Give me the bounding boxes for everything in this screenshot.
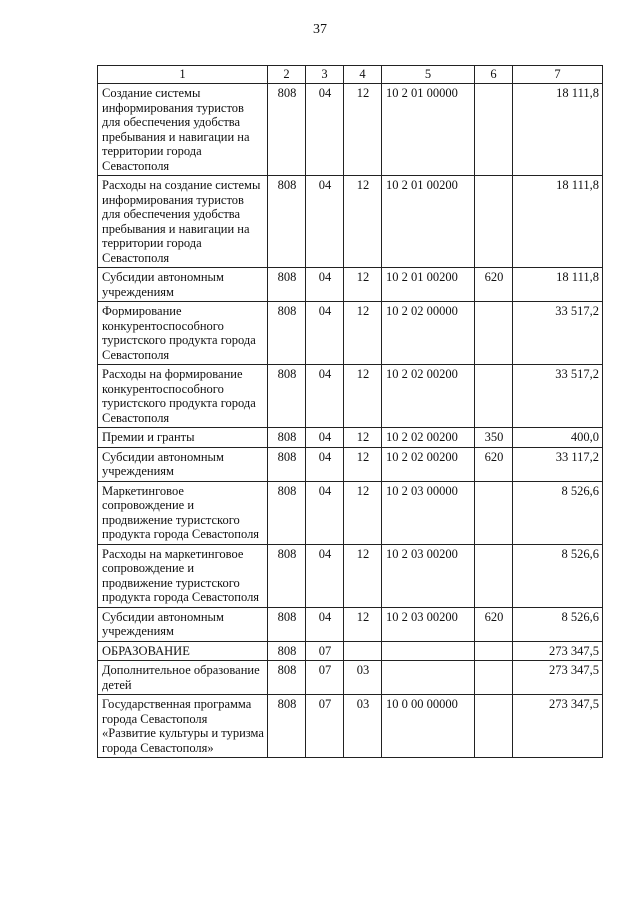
row-code-6: 620 — [475, 268, 513, 302]
table-row — [98, 607, 603, 641]
row-code-2: 808 — [268, 176, 306, 268]
row-code-6 — [475, 544, 513, 607]
col-header-6: 6 — [475, 66, 513, 84]
row-code-6 — [475, 481, 513, 544]
row-name: Маркетинговое сопровождение и продвижение туристского продукта города Севастополя — [98, 481, 268, 544]
row-code-6 — [475, 641, 513, 661]
row-code-3: 04 — [306, 607, 344, 641]
row-code-5: 10 2 01 00200 — [382, 176, 475, 268]
row-code-4 — [344, 641, 382, 661]
col-header-5: 5 — [382, 66, 475, 84]
table-row — [98, 84, 603, 176]
row-code-3: 04 — [306, 365, 344, 428]
row-code-6: 350 — [475, 428, 513, 448]
row-code-5: 10 2 03 00200 — [382, 607, 475, 641]
row-name: Дополнительное образование детей — [98, 661, 268, 695]
row-amount: 273 347,5 — [513, 695, 603, 758]
row-code-2: 808 — [268, 302, 306, 365]
row-code-2: 808 — [268, 268, 306, 302]
budget-table — [97, 65, 603, 758]
table-row — [98, 661, 603, 695]
row-amount: 33 117,2 — [513, 447, 603, 481]
row-code-4: 12 — [344, 84, 382, 176]
row-code-3: 04 — [306, 544, 344, 607]
row-code-6 — [475, 302, 513, 365]
row-code-3: 07 — [306, 641, 344, 661]
table-row — [98, 365, 603, 428]
row-code-2: 808 — [268, 428, 306, 448]
row-name: Расходы на формирование конкурентоспособного туристского продукта города Севастополя — [98, 365, 268, 428]
row-code-5: 10 2 03 00000 — [382, 481, 475, 544]
row-code-3: 07 — [306, 661, 344, 695]
row-code-6 — [475, 661, 513, 695]
table-row — [98, 544, 603, 607]
row-code-4: 12 — [344, 365, 382, 428]
row-amount: 18 111,8 — [513, 268, 603, 302]
row-code-4: 12 — [344, 428, 382, 448]
row-code-5: 10 2 02 00000 — [382, 302, 475, 365]
row-amount: 8 526,6 — [513, 607, 603, 641]
table-row — [98, 428, 603, 448]
row-amount: 18 111,8 — [513, 84, 603, 176]
col-header-3: 3 — [306, 66, 344, 84]
row-amount: 273 347,5 — [513, 641, 603, 661]
page-number: 37 — [313, 22, 327, 37]
row-code-4: 12 — [344, 481, 382, 544]
row-code-2: 808 — [268, 641, 306, 661]
row-code-6: 620 — [475, 447, 513, 481]
row-code-4: 12 — [344, 268, 382, 302]
row-code-2: 808 — [268, 607, 306, 641]
table-row — [98, 695, 603, 758]
row-code-3: 04 — [306, 447, 344, 481]
table-row — [98, 447, 603, 481]
row-name: ОБРАЗОВАНИЕ — [98, 641, 268, 661]
row-code-5: 10 2 02 00200 — [382, 447, 475, 481]
row-code-5: 10 0 00 00000 — [382, 695, 475, 758]
row-amount: 8 526,6 — [513, 544, 603, 607]
row-code-6: 620 — [475, 607, 513, 641]
row-code-4: 03 — [344, 661, 382, 695]
table-row — [98, 176, 603, 268]
row-name: Создание системы информирования туристов для обеспечения удобства пребывания и навигации на территории города Севастополя — [98, 84, 268, 176]
row-code-5 — [382, 641, 475, 661]
row-name: Субсидии автономным учреждениям — [98, 268, 268, 302]
row-code-4: 12 — [344, 607, 382, 641]
row-code-3: 07 — [306, 695, 344, 758]
row-amount: 8 526,6 — [513, 481, 603, 544]
row-code-5 — [382, 661, 475, 695]
row-code-5: 10 2 03 00200 — [382, 544, 475, 607]
row-code-6 — [475, 365, 513, 428]
header-row — [98, 66, 603, 84]
table-row — [98, 302, 603, 365]
row-code-2: 808 — [268, 84, 306, 176]
row-name: Расходы на создание системы информирования туристов для обеспечения удобства пребывания и навигации на территории города Севастополя — [98, 176, 268, 268]
row-code-3: 04 — [306, 176, 344, 268]
row-name: Государственная программа города Севастополя «Развитие культуры и туризма города Севастополя» — [98, 695, 268, 758]
table-row — [98, 481, 603, 544]
col-header-2: 2 — [268, 66, 306, 84]
table-row — [98, 641, 603, 661]
row-code-3: 04 — [306, 481, 344, 544]
row-name: Субсидии автономным учреждениям — [98, 607, 268, 641]
row-code-3: 04 — [306, 428, 344, 448]
row-code-4: 12 — [344, 544, 382, 607]
row-code-5: 10 2 01 00200 — [382, 268, 475, 302]
row-code-4: 03 — [344, 695, 382, 758]
row-amount: 33 517,2 — [513, 365, 603, 428]
row-amount: 33 517,2 — [513, 302, 603, 365]
table-row — [98, 268, 603, 302]
row-name: Формирование конкурентоспособного туристского продукта города Севастополя — [98, 302, 268, 365]
row-amount: 400,0 — [513, 428, 603, 448]
row-code-2: 808 — [268, 544, 306, 607]
row-amount: 273 347,5 — [513, 661, 603, 695]
row-code-4: 12 — [344, 447, 382, 481]
row-code-5: 10 2 02 00200 — [382, 365, 475, 428]
row-code-6 — [475, 695, 513, 758]
col-header-4: 4 — [344, 66, 382, 84]
row-code-2: 808 — [268, 447, 306, 481]
col-header-7: 7 — [513, 66, 603, 84]
row-code-5: 10 2 01 00000 — [382, 84, 475, 176]
row-code-5: 10 2 02 00200 — [382, 428, 475, 448]
row-code-3: 04 — [306, 302, 344, 365]
row-code-4: 12 — [344, 302, 382, 365]
row-code-3: 04 — [306, 268, 344, 302]
row-code-4: 12 — [344, 176, 382, 268]
row-code-2: 808 — [268, 481, 306, 544]
row-amount: 18 111,8 — [513, 176, 603, 268]
row-code-6 — [475, 84, 513, 176]
row-code-6 — [475, 176, 513, 268]
row-code-2: 808 — [268, 661, 306, 695]
row-name: Премии и гранты — [98, 428, 268, 448]
col-header-1: 1 — [98, 66, 268, 84]
row-name: Расходы на маркетинговое сопровождение и продвижение туристского продукта города Севастополя — [98, 544, 268, 607]
row-code-3: 04 — [306, 84, 344, 176]
row-name: Субсидии автономным учреждениям — [98, 447, 268, 481]
row-code-2: 808 — [268, 695, 306, 758]
row-code-2: 808 — [268, 365, 306, 428]
